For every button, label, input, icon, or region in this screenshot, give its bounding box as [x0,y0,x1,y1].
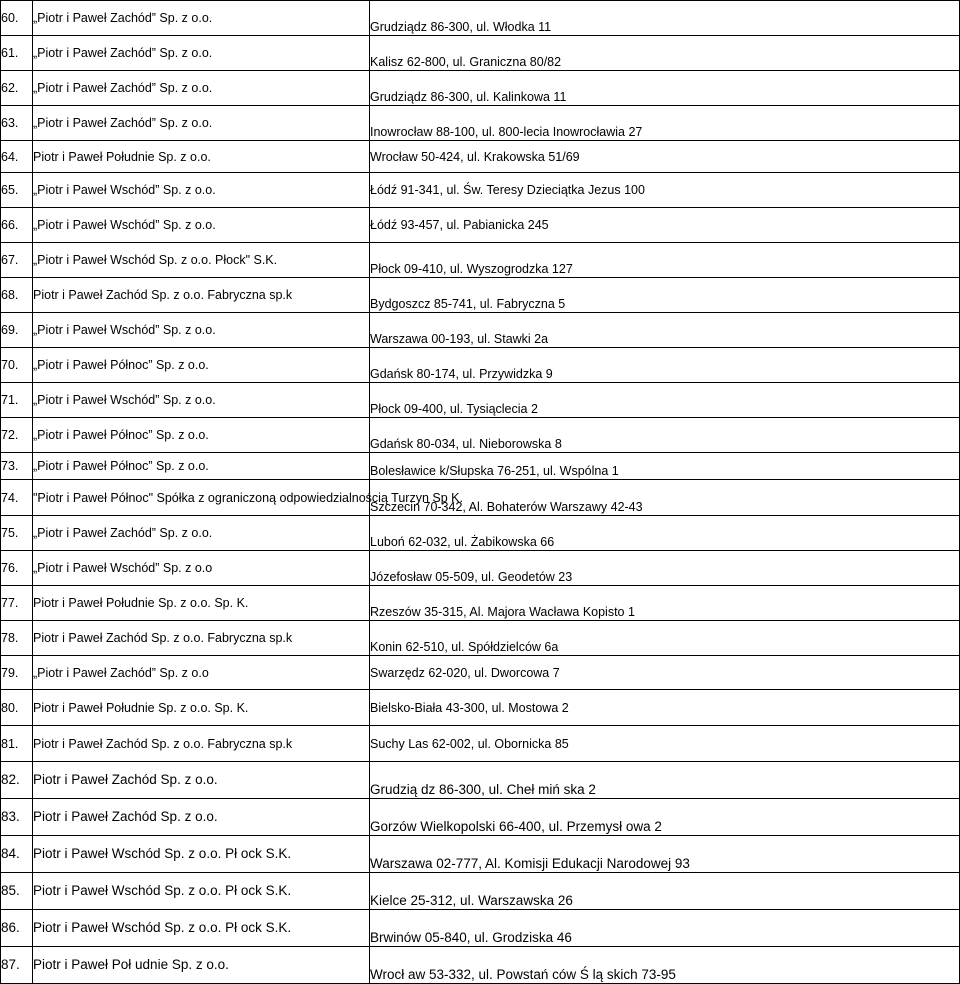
company-name: Piotr i Paweł Wschód Sp. z o.o. Pł ock S.K. [33,910,370,947]
company-name: „Piotr i Paweł Wschód” Sp. z o.o. [33,173,370,208]
row-number: 84. [1,836,33,873]
table-row [1,453,960,480]
row-number: 61. [1,36,33,71]
store-address: Gdańsk 80-174, ul. Przywidzka 9 [370,348,960,383]
table-row [1,418,960,453]
table-row [1,873,960,910]
row-number: 80. [1,690,33,726]
store-address: Łódź 93-457, ul. Pabianicka 245 [370,208,960,243]
table-row [1,762,960,799]
table-row [1,141,960,173]
row-number: 83. [1,799,33,836]
row-number: 81. [1,726,33,762]
row-number: 87. [1,947,33,984]
company-name: Piotr i Paweł Zachód Sp. z o.o. [33,762,370,799]
row-number: 74. [1,480,33,516]
table-row [1,947,960,984]
row-number: 62. [1,71,33,106]
company-name: „Piotr i Paweł Wschód” Sp. z o.o. [33,208,370,243]
store-address: Wrocław 50-424, ul. Krakowska 51/69 [370,141,960,173]
table-row [1,516,960,551]
row-number: 69. [1,313,33,348]
table-row [1,551,960,586]
row-number: 78. [1,621,33,656]
row-number: 79. [1,656,33,690]
company-name: Piotr i Paweł Południe Sp. z o.o. [33,141,370,173]
company-name: Piotr i Paweł Zachód Sp. z o.o. Fabryczna sp.k [33,726,370,762]
store-address: Rzeszów 35-315, Al. Majora Wacława Kopisto 1 [370,586,960,621]
row-number: 73. [1,453,33,480]
table-row [1,726,960,762]
row-number: 86. [1,910,33,947]
store-address: Bolesławice k/Słupska 76-251, ul. Wspólna 1 [370,453,960,480]
company-name: „Piotr i Paweł Północ” Sp. z o.o. [33,453,370,480]
table-row [1,208,960,243]
store-address: Wrocł aw 53-332, ul. Powstań ców Ś lą skich 73-95 [370,947,960,984]
row-number: 63. [1,106,33,141]
table-row [1,690,960,726]
store-address: Kalisz 62-800, ul. Graniczna 80/82 [370,36,960,71]
store-address: Kielce 25-312, ul. Warszawska 26 [370,873,960,910]
company-name: „Piotr i Paweł Zachód” Sp. z o.o. [33,36,370,71]
store-address: Warszawa 00-193, ul. Stawki 2a [370,313,960,348]
company-name: „Piotr i Paweł Północ” Sp. z o.o. [33,348,370,383]
table-row [1,799,960,836]
row-number: 82. [1,762,33,799]
company-name: Piotr i Paweł Wschód Sp. z o.o. Pł ock S.K. [33,873,370,910]
table-row [1,106,960,141]
row-number: 85. [1,873,33,910]
store-address: Swarzędz 62-020, ul. Dworcowa 7 [370,656,960,690]
store-address: Bielsko-Biała 43-300, ul. Mostowa 2 [370,690,960,726]
row-number: 72. [1,418,33,453]
company-name: "Piotr i Paweł Północ" Spółka z ograniczoną odpowiedzialnością Turzyn Sp K. [33,480,370,516]
table-row [1,656,960,690]
company-name: „Piotr i Paweł Wschód” Sp. z o.o. [33,383,370,418]
table-row [1,910,960,947]
store-address: Łódź 91-341, ul. Św. Teresy Dzieciątka Jezus 100 [370,173,960,208]
company-name: Piotr i Paweł Zachód Sp. z o.o. Fabryczna sp.k [33,278,370,313]
company-name: „Piotr i Paweł Zachód” Sp. z o.o [33,656,370,690]
store-address: Inowrocław 88-100, ul. 800-lecia Inowrocławia 27 [370,106,960,141]
store-address: Płock 09-400, ul. Tysiąclecia 2 [370,383,960,418]
store-address: Płock 09-410, ul. Wyszogrodzka 127 [370,243,960,278]
row-number: 75. [1,516,33,551]
row-number: 64. [1,141,33,173]
row-number: 67. [1,243,33,278]
table-row [1,383,960,418]
company-name: Piotr i Paweł Poł udnie Sp. z o.o. [33,947,370,984]
table-row [1,36,960,71]
store-address: Luboń 62-032, ul. Żabikowska 66 [370,516,960,551]
row-number: 68. [1,278,33,313]
table-row [1,480,960,516]
table-row [1,621,960,656]
store-address: Józefosław 05-509, ul. Geodetów 23 [370,551,960,586]
store-address: Konin 62-510, ul. Spółdzielców 6a [370,621,960,656]
store-address: Szczecin 70-342, Al. Bohaterów Warszawy 42-43 [370,480,960,516]
store-address: Suchy Las 62-002, ul. Obornicka 85 [370,726,960,762]
row-number: 70. [1,348,33,383]
store-address: Warszawa 02-777, Al. Komisji Edukacji Narodowej 93 [370,836,960,873]
row-number: 77. [1,586,33,621]
row-number: 76. [1,551,33,586]
company-name: „Piotr i Paweł Zachód” Sp. z o.o. [33,1,370,36]
row-number: 65. [1,173,33,208]
table-row [1,586,960,621]
table-row [1,836,960,873]
row-number: 66. [1,208,33,243]
company-name: „Piotr i Paweł Wschód” Sp. z o.o. [33,313,370,348]
table-row [1,278,960,313]
table-row [1,243,960,278]
table-row [1,71,960,106]
store-address: Bydgoszcz 85-741, ul. Fabryczna 5 [370,278,960,313]
store-address: Grudziądz 86-300, ul. Włodka 11 [370,1,960,36]
row-number: 71. [1,383,33,418]
company-name: Piotr i Paweł Wschód Sp. z o.o. Pł ock S.K. [33,836,370,873]
table-row [1,173,960,208]
table-row [1,348,960,383]
store-address: Gdańsk 80-034, ul. Nieborowska 8 [370,418,960,453]
company-name: „Piotr i Paweł Wschód Sp. z o.o. Płock" S.K. [33,243,370,278]
company-name: Piotr i Paweł Zachód Sp. z o.o. [33,799,370,836]
store-address: Grudzią dz 86-300, ul. Cheł miń ska 2 [370,762,960,799]
table-row [1,313,960,348]
company-name: „Piotr i Paweł Wschód” Sp. z o.o [33,551,370,586]
table-row [1,1,960,36]
company-name: Piotr i Paweł Południe Sp. z o.o. Sp. K. [33,586,370,621]
company-name: „Piotr i Paweł Zachód” Sp. z o.o. [33,71,370,106]
store-address: Brwinów 05-840, ul. Grodziska 46 [370,910,960,947]
company-name: Piotr i Paweł Zachód Sp. z o.o. Fabryczna sp.k [33,621,370,656]
row-number: 60. [1,1,33,36]
store-address: Grudziądz 86-300, ul. Kalinkowa 11 [370,71,960,106]
company-name: „Piotr i Paweł Zachód” Sp. z o.o. [33,516,370,551]
company-name: Piotr i Paweł Południe Sp. z o.o. Sp. K. [33,690,370,726]
company-name: „Piotr i Paweł Zachód” Sp. z o.o. [33,106,370,141]
store-address: Gorzów Wielkopolski 66-400, ul. Przemysł owa 2 [370,799,960,836]
company-name: „Piotr i Paweł Północ” Sp. z o.o. [33,418,370,453]
